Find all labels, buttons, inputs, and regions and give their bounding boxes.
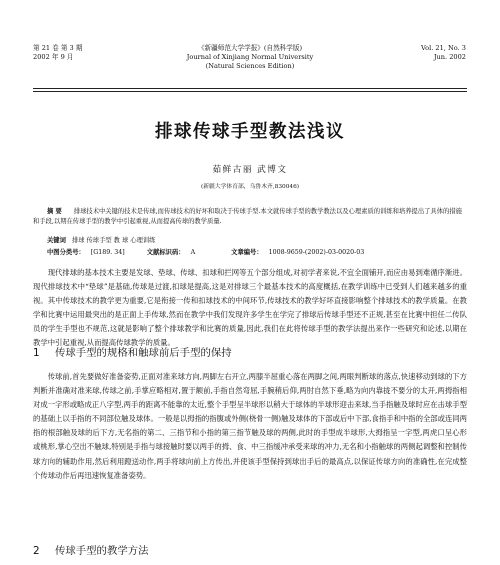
intro-paragraph: 现代排球的基本技术主要是发球、垫球、传球、扣球和拦网等五个部分组成,对初学者来说,不宜全面铺开,而应由易到难循序渐进。现代排球技术中“垫球”是基础,传球是过渡,扣球是提高,这是对排球三个最基本技术的高度概括,在教学训练中已受到人们越来越多的重视。其中传球技术的教学更为重要,它是衔接一传和扣球技术的中间环节,传球技术的教学好坏直接影响整个排球技术的教学质量。在教学和比赛中运用最突出的是正面上手传球,然而在教学中我们发现许多学生在学完了排球后传球手型还不正规,甚至在比赛中担任二传队员的学生手型也不规范,这就是影响了整个排球教学和比赛的质量,因此,我们在此将传球手型的教学法提出来作一些研究和论述,以期在教学中引起重视,从而提高传球教学的质量。 [33,268,467,348]
journal-name [150,44,350,71]
section-2-heading [33,542,149,557]
journal-name-cn: 《新疆师范大学学报》(自然科学版) [197,44,303,52]
section-1-title: 传球手型的规格和触球前后手型的保持 [55,347,232,359]
paper-title: 排球传球手型教法浅议 [155,122,345,142]
paper-affiliation: (新疆大学体育部，乌鲁木齐,830046) [200,184,300,190]
classification-line [47,247,467,256]
article-no-label: 文章编号： [231,249,263,256]
journal-volume-left [33,44,82,62]
section-1-heading [33,344,232,359]
header-rule-thin [33,91,467,92]
keywords-text: 排球 传球手型 教 球 心理训练 [71,237,156,244]
section-1-number: 1 [33,347,40,359]
date-en: Jun. 2002 [433,53,466,61]
clc-label: 中图分类号： [47,249,85,256]
volume-issue-en: Vol. 21, No. 3 [420,44,466,52]
article-no-value: 1008-9659-(2002)-03-0020-03 [268,249,365,256]
doc-code-value: A [190,249,196,256]
keywords-label: 关键词 [47,237,66,244]
volume-issue-cn: 第 21 卷 第 3 期 [33,44,83,52]
journal-edition-en: (Natural Sciences Edition) [205,62,295,70]
journal-name-en: Journal of Xinjiang Normal University [186,53,314,61]
keywords [47,235,155,244]
section-2-title: 传球手型的教学方法 [55,545,149,557]
abstract-label: 摘 要 [47,208,62,215]
date-cn: 2002 年 9 月 [33,53,74,61]
doc-code-label: 文献标识码： [146,249,185,256]
header-rule [33,88,467,89]
section-2-number: 2 [33,545,40,557]
paper-authors: 茹鲜古丽 武博文 [212,165,288,175]
section-1-paragraph: 传球前,首先要做好准备姿势,正面对准来球方向,两脚左右开立,两膝半屈重心落在两脚之间,两眼判断球的落点,快速移动到球的下方判断并准确对准来球,传球之前,手掌应略相对,置于额前,手指自然弯屈,手腕稍后仰,两肘自然下垂,略为向内靠拢不要分的太开,两拇指相对成一字形或略成正八字型,两手的距离不能靠的太近,整个手型呈半球形以稍大于球体的半球形迎击来球,当手指触及球时应在击球手型的基础上以手指的不同部位触及球体。一般是以拇指的指腹或外侧(桡骨一侧)触及球体的下部或后中下部,食指手和中指的全部或连同两指的根部触及球的后下方,无名指的第二、三指节和小指的第三指节触及球的两侧,此时的手型成半球形,大拇指呈一字型,两虎口呈心形或桃形,掌心空出不触球,特别是手指与球接触时要以两手的拇、食、中三指缓冲承受来球的冲力,无名和小指触球的两侧起调整和控制传球方向的辅助作用,然后利用蹬送动作,两手将球向前上方传出,并使该手型保持到球出手后的最高点,以保证传球方向的准确性,在完成整个传球动作后再迅速恢复准备姿势。 [33,372,468,480]
journal-volume-right [421,44,466,62]
clc-value: [G189. 34] [90,249,125,256]
abstract-text: 排球技术中关键的技术是传球,而传球技术的好坏和取决于传球手型.本文就传球手型的教学教法以及心理素质的训练和培养提出了具体的措施和手段,以期在传球手型的教学中引起重视,从而提高传球的教学质量. [33,208,462,226]
abstract [33,207,467,228]
